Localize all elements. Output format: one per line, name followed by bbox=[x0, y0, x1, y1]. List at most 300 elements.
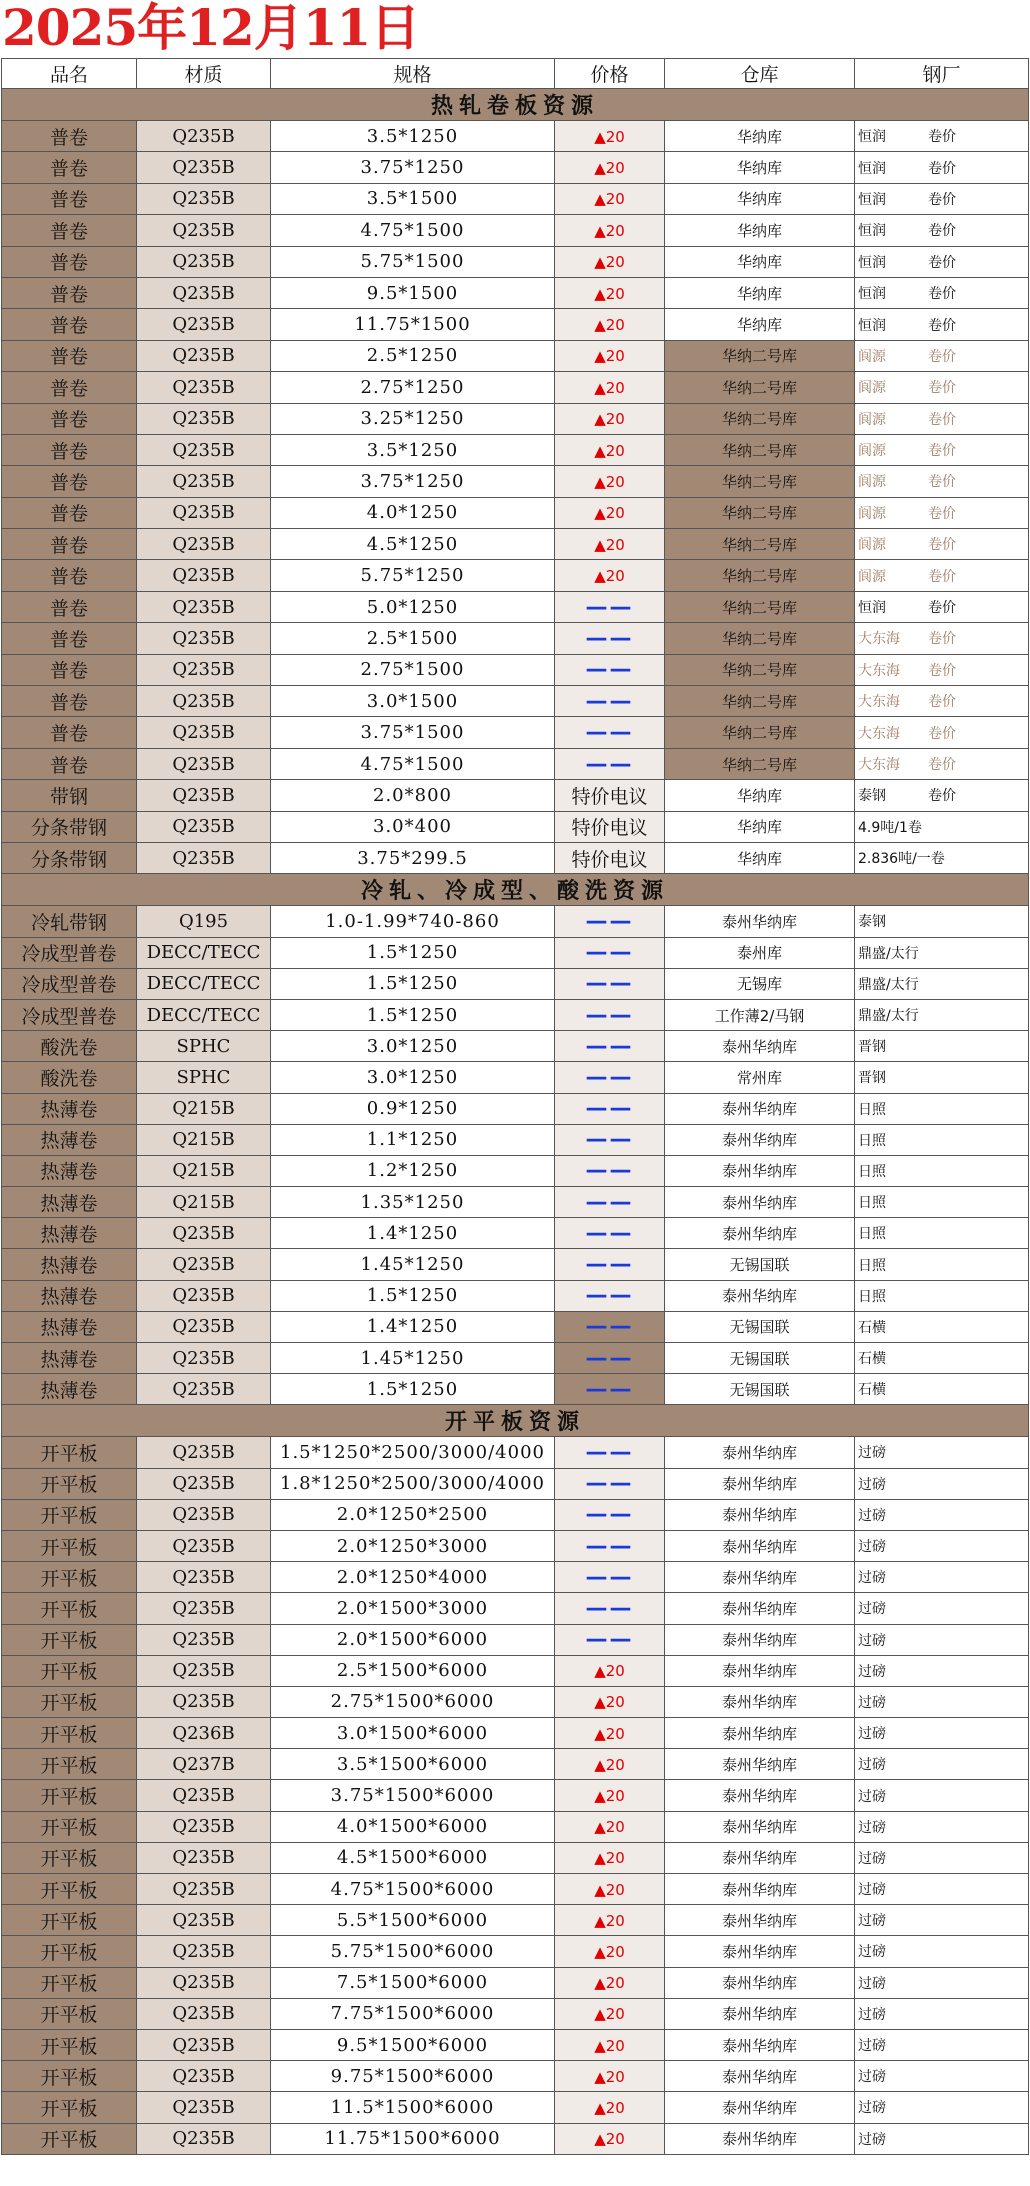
cell-material: Q235B bbox=[137, 309, 271, 340]
cell-spec: 4.0*1500*6000 bbox=[271, 1811, 555, 1842]
cell-mill bbox=[855, 1249, 1029, 1280]
table-row bbox=[2, 1842, 1029, 1873]
mill-name: 过磅 bbox=[858, 1694, 886, 1711]
cell-material: Q235B bbox=[137, 1343, 271, 1374]
cell-warehouse: 泰州华纳库 bbox=[665, 1718, 855, 1749]
cell-warehouse: 华纳二号库 bbox=[665, 497, 855, 528]
cell-mill bbox=[855, 748, 1029, 779]
cell-mill bbox=[855, 1593, 1029, 1624]
mill-note: 卷价 bbox=[928, 694, 956, 711]
table-row bbox=[2, 1218, 1029, 1249]
cell-mill bbox=[855, 1718, 1029, 1749]
mill-name: 过磅 bbox=[858, 1663, 886, 1680]
cell-mill bbox=[855, 1093, 1029, 1124]
cell-warehouse: 华纳二号库 bbox=[665, 686, 855, 717]
price-up: ▲20 bbox=[594, 159, 625, 178]
cell-warehouse: 泰州华纳库 bbox=[665, 2092, 855, 2123]
cell-spec: 1.45*1250 bbox=[271, 1249, 555, 1280]
cell-material: Q235B bbox=[137, 780, 271, 811]
cell-name: 酸洗卷 bbox=[2, 1062, 137, 1093]
table-row bbox=[2, 1998, 1029, 2029]
cell-mill bbox=[855, 2123, 1029, 2154]
cell-material: Q235B bbox=[137, 1249, 271, 1280]
cell-material: Q235B bbox=[137, 748, 271, 779]
cell-price bbox=[555, 748, 665, 779]
cell-price bbox=[555, 1311, 665, 1342]
cell-price bbox=[555, 1562, 665, 1593]
section-header bbox=[2, 89, 1029, 121]
cell-name: 热薄卷 bbox=[2, 1187, 137, 1218]
cell-warehouse: 泰州华纳库 bbox=[665, 1593, 855, 1624]
cell-price bbox=[555, 2061, 665, 2092]
cell-material: DECC/TECC bbox=[137, 937, 271, 968]
mill-name: 鼎盛/太行 bbox=[858, 1008, 919, 1025]
mill-name: 阆源 bbox=[858, 411, 886, 428]
cell-material: Q235B bbox=[137, 1998, 271, 2029]
cell-name: 普卷 bbox=[2, 309, 137, 340]
cell-material: SPHC bbox=[137, 1062, 271, 1093]
table-row bbox=[2, 1311, 1029, 1342]
price-up: ▲20 bbox=[594, 253, 625, 272]
cell-spec: 3.75*299.5 bbox=[271, 842, 555, 873]
table-row bbox=[2, 1437, 1029, 1468]
cell-warehouse: 无锡国联 bbox=[665, 1374, 855, 1405]
cell-material: Q235B bbox=[137, 2061, 271, 2092]
cell-material: Q235B bbox=[137, 1686, 271, 1717]
price-up: ▲20 bbox=[594, 1818, 625, 1837]
mill-note: 卷价 bbox=[928, 631, 956, 648]
cell-price bbox=[555, 1155, 665, 1186]
cell-material: Q235B bbox=[137, 121, 271, 152]
cell-spec: 2.0*1250*2500 bbox=[271, 1499, 555, 1530]
price-dash: —— bbox=[585, 1158, 634, 1184]
cell-warehouse: 华纳库 bbox=[665, 215, 855, 246]
cell-material: Q235B bbox=[137, 340, 271, 371]
cell-price bbox=[555, 1874, 665, 1905]
cell-spec: 5.75*1500*6000 bbox=[271, 1936, 555, 1967]
cell-mill bbox=[855, 1998, 1029, 2029]
cell-price bbox=[555, 529, 665, 560]
mill-name: 过磅 bbox=[858, 1507, 886, 1524]
cell-mill bbox=[855, 1311, 1029, 1342]
cell-spec: 1.2*1250 bbox=[271, 1155, 555, 1186]
cell-spec: 4.75*1500*6000 bbox=[271, 1874, 555, 1905]
cell-spec: 1.4*1250 bbox=[271, 1311, 555, 1342]
cell-name: 普卷 bbox=[2, 277, 137, 308]
cell-price bbox=[555, 121, 665, 152]
cell-spec: 2.0*800 bbox=[271, 780, 555, 811]
cell-warehouse: 华纳二号库 bbox=[665, 340, 855, 371]
cell-warehouse: 华纳二号库 bbox=[665, 654, 855, 685]
cell-price bbox=[555, 1624, 665, 1655]
table-row bbox=[2, 434, 1029, 465]
mill-name: 过磅 bbox=[858, 2038, 886, 2055]
cell-material: Q235B bbox=[137, 591, 271, 622]
cell-spec: 3.0*1250 bbox=[271, 1062, 555, 1093]
cell-name: 普卷 bbox=[2, 497, 137, 528]
mill-name: 恒润 bbox=[858, 317, 886, 334]
cell-name: 热薄卷 bbox=[2, 1249, 137, 1280]
header-price: 价格 bbox=[555, 59, 665, 89]
cell-material: Q235B bbox=[137, 1593, 271, 1624]
price-dash: —— bbox=[585, 1376, 634, 1402]
mill-name: 日照 bbox=[858, 1132, 886, 1149]
cell-price bbox=[555, 152, 665, 183]
cell-price bbox=[555, 1905, 665, 1936]
cell-price bbox=[555, 1031, 665, 1062]
cell-warehouse: 华纳库 bbox=[665, 277, 855, 308]
mill-name: 日照 bbox=[858, 1195, 886, 1212]
cell-material: Q235B bbox=[137, 1468, 271, 1499]
cell-name: 热薄卷 bbox=[2, 1374, 137, 1405]
cell-mill bbox=[855, 2092, 1029, 2123]
price-dash: —— bbox=[585, 594, 634, 620]
cell-mill bbox=[855, 1905, 1029, 1936]
mill-note: 卷价 bbox=[928, 129, 956, 146]
header-warehouse: 仓库 bbox=[665, 59, 855, 89]
cell-name: 普卷 bbox=[2, 560, 137, 591]
price-up: ▲20 bbox=[594, 472, 625, 491]
cell-price bbox=[555, 1280, 665, 1311]
cell-mill bbox=[855, 434, 1029, 465]
price-up: ▲20 bbox=[594, 1693, 625, 1712]
mill-name: 恒润 bbox=[858, 286, 886, 303]
cell-spec: 2.0*1500*6000 bbox=[271, 1624, 555, 1655]
mill-note: 卷价 bbox=[928, 505, 956, 522]
cell-material: Q235B bbox=[137, 560, 271, 591]
cell-spec: 5.75*1500 bbox=[271, 246, 555, 277]
price-up: ▲20 bbox=[594, 378, 625, 397]
table-row bbox=[2, 968, 1029, 999]
cell-spec: 1.5*1250 bbox=[271, 968, 555, 999]
cell-material: Q235B bbox=[137, 1967, 271, 1998]
price-dash: —— bbox=[585, 751, 634, 777]
cell-warehouse: 泰州华纳库 bbox=[665, 1624, 855, 1655]
cell-material: Q195 bbox=[137, 906, 271, 937]
cell-warehouse: 泰州华纳库 bbox=[665, 1031, 855, 1062]
cell-mill bbox=[855, 1343, 1029, 1374]
cell-warehouse: 泰州华纳库 bbox=[665, 1437, 855, 1468]
cell-name: 热薄卷 bbox=[2, 1093, 137, 1124]
mill-name: 恒润 bbox=[858, 223, 886, 240]
cell-spec: 9.5*1500 bbox=[271, 277, 555, 308]
mill-note: 卷价 bbox=[928, 537, 956, 554]
price-up: ▲20 bbox=[594, 1755, 625, 1774]
table-row bbox=[2, 152, 1029, 183]
price-up: ▲20 bbox=[594, 2005, 625, 2024]
cell-warehouse: 泰州华纳库 bbox=[665, 1936, 855, 1967]
cell-warehouse: 泰州华纳库 bbox=[665, 1874, 855, 1905]
mill-note: 卷价 bbox=[928, 317, 956, 334]
cell-material: Q235B bbox=[137, 403, 271, 434]
cell-price bbox=[555, 277, 665, 308]
cell-warehouse: 泰州华纳库 bbox=[665, 1998, 855, 2029]
cell-price bbox=[555, 183, 665, 214]
mill-name: 阆源 bbox=[858, 537, 886, 554]
header-mill: 钢厂 bbox=[855, 59, 1029, 89]
table-row bbox=[2, 1499, 1029, 1530]
cell-spec: 1.8*1250*2500/3000/4000 bbox=[271, 1468, 555, 1499]
mill-name: 过磅 bbox=[858, 1819, 886, 1836]
cell-warehouse: 泰州库 bbox=[665, 937, 855, 968]
cell-name: 普卷 bbox=[2, 654, 137, 685]
mill-note: 卷价 bbox=[928, 191, 956, 208]
cell-mill bbox=[855, 466, 1029, 497]
cell-spec: 2.5*1500 bbox=[271, 623, 555, 654]
mill-name: 过磅 bbox=[858, 1757, 886, 1774]
cell-warehouse: 泰州华纳库 bbox=[665, 1093, 855, 1124]
cell-material: Q235B bbox=[137, 183, 271, 214]
table-row bbox=[2, 1624, 1029, 1655]
cell-mill bbox=[855, 1062, 1029, 1093]
cell-price bbox=[555, 906, 665, 937]
mill-name: 过磅 bbox=[858, 1476, 886, 1493]
cell-mill bbox=[855, 1499, 1029, 1530]
cell-warehouse: 华纳二号库 bbox=[665, 466, 855, 497]
header-spec: 规格 bbox=[271, 59, 555, 89]
cell-material: Q235B bbox=[137, 717, 271, 748]
cell-mill bbox=[855, 906, 1029, 937]
cell-material: Q235B bbox=[137, 654, 271, 685]
cell-name: 开平板 bbox=[2, 2061, 137, 2092]
cell-warehouse: 华纳库 bbox=[665, 811, 855, 842]
cell-mill bbox=[855, 623, 1029, 654]
cell-price bbox=[555, 1967, 665, 1998]
mill-name: 过磅 bbox=[858, 1944, 886, 1961]
cell-price bbox=[555, 1249, 665, 1280]
table-row bbox=[2, 2029, 1029, 2060]
price-dash: —— bbox=[585, 1471, 634, 1497]
cell-name: 分条带钢 bbox=[2, 811, 137, 842]
cell-spec: 3.0*400 bbox=[271, 811, 555, 842]
cell-name: 冷成型普卷 bbox=[2, 968, 137, 999]
cell-mill bbox=[855, 1811, 1029, 1842]
mill-name: 鼎盛/太行 bbox=[858, 945, 919, 962]
cell-name: 开平板 bbox=[2, 1593, 137, 1624]
section-header bbox=[2, 874, 1029, 906]
price-dash: —— bbox=[585, 688, 634, 714]
cell-warehouse: 华纳库 bbox=[665, 842, 855, 873]
table-row bbox=[2, 1686, 1029, 1717]
mill-name: 过磅 bbox=[858, 1850, 886, 1867]
cell-name: 普卷 bbox=[2, 403, 137, 434]
price-up: ▲20 bbox=[594, 441, 625, 460]
cell-price bbox=[555, 1062, 665, 1093]
cell-warehouse: 华纳二号库 bbox=[665, 372, 855, 403]
price-up: ▲20 bbox=[594, 1849, 625, 1868]
table-row bbox=[2, 1155, 1029, 1186]
cell-spec: 3.75*1250 bbox=[271, 152, 555, 183]
table-row bbox=[2, 1530, 1029, 1561]
cell-name: 开平板 bbox=[2, 1998, 137, 2029]
mill-note: 卷价 bbox=[928, 160, 956, 177]
cell-spec: 3.0*1250 bbox=[271, 1031, 555, 1062]
table-row bbox=[2, 529, 1029, 560]
cell-price bbox=[555, 1468, 665, 1499]
cell-price bbox=[555, 2092, 665, 2123]
mill-name: 泰钢 bbox=[858, 788, 886, 805]
cell-name: 分条带钢 bbox=[2, 842, 137, 873]
mill-note: 卷价 bbox=[928, 568, 956, 585]
price-dash: —— bbox=[585, 1127, 634, 1153]
section-title: 冷轧、冷成型、酸洗资源 bbox=[2, 874, 1029, 906]
cell-spec: 1.5*1250 bbox=[271, 1374, 555, 1405]
cell-price bbox=[555, 497, 665, 528]
cell-spec: 0.9*1250 bbox=[271, 1093, 555, 1124]
cell-material: Q235B bbox=[137, 1311, 271, 1342]
table-row bbox=[2, 1124, 1029, 1155]
cell-name: 普卷 bbox=[2, 466, 137, 497]
price-dash: —— bbox=[585, 1220, 634, 1246]
mill-name: 日照 bbox=[858, 1226, 886, 1243]
cell-spec: 2.0*1500*3000 bbox=[271, 1593, 555, 1624]
price-dash: —— bbox=[585, 1189, 634, 1215]
cell-mill bbox=[855, 277, 1029, 308]
cell-warehouse: 无锡国联 bbox=[665, 1311, 855, 1342]
cell-material: Q235B bbox=[137, 1530, 271, 1561]
cell-spec: 3.0*1500*6000 bbox=[271, 1718, 555, 1749]
mill-name: 过磅 bbox=[858, 1539, 886, 1556]
cell-price bbox=[555, 466, 665, 497]
cell-mill bbox=[855, 560, 1029, 591]
cell-price bbox=[555, 1187, 665, 1218]
table-row bbox=[2, 842, 1029, 873]
price-dash: —— bbox=[585, 1627, 634, 1653]
cell-name: 开平板 bbox=[2, 1967, 137, 1998]
mill-note: 卷价 bbox=[928, 286, 956, 303]
mill-name: 过磅 bbox=[858, 1882, 886, 1899]
cell-warehouse: 无锡库 bbox=[665, 968, 855, 999]
mill-name: 过磅 bbox=[858, 2100, 886, 2117]
cell-spec: 2.75*1250 bbox=[271, 372, 555, 403]
cell-name: 冷轧带钢 bbox=[2, 906, 137, 937]
cell-spec: 5.5*1500*6000 bbox=[271, 1905, 555, 1936]
cell-mill bbox=[855, 591, 1029, 622]
cell-spec: 1.5*1250 bbox=[271, 1280, 555, 1311]
mill-note: 卷价 bbox=[928, 380, 956, 397]
cell-mill bbox=[855, 1624, 1029, 1655]
price-up: ▲20 bbox=[594, 1880, 625, 1899]
cell-spec: 2.0*1250*3000 bbox=[271, 1530, 555, 1561]
mill-note: 卷价 bbox=[928, 788, 956, 805]
cell-spec: 2.0*1250*4000 bbox=[271, 1562, 555, 1593]
cell-price bbox=[555, 1499, 665, 1530]
price-dash: —— bbox=[585, 1064, 634, 1090]
price-up: ▲20 bbox=[594, 284, 625, 303]
cell-warehouse: 泰州华纳库 bbox=[665, 1780, 855, 1811]
cell-price bbox=[555, 309, 665, 340]
table-row bbox=[2, 1187, 1029, 1218]
mill-name: 阆源 bbox=[858, 505, 886, 522]
cell-name: 开平板 bbox=[2, 1624, 137, 1655]
cell-mill bbox=[855, 1187, 1029, 1218]
mill-name: 恒润 bbox=[858, 600, 886, 617]
table-row bbox=[2, 560, 1029, 591]
table-row bbox=[2, 497, 1029, 528]
price-up: ▲20 bbox=[594, 221, 625, 240]
mill-name: 阆源 bbox=[858, 443, 886, 460]
mill-note: 卷价 bbox=[928, 348, 956, 365]
cell-material: Q215B bbox=[137, 1187, 271, 1218]
cell-warehouse: 泰州华纳库 bbox=[665, 1155, 855, 1186]
cell-price bbox=[555, 403, 665, 434]
price-dash: —— bbox=[585, 1595, 634, 1621]
cell-mill bbox=[855, 1468, 1029, 1499]
cell-warehouse: 泰州华纳库 bbox=[665, 1530, 855, 1561]
cell-mill bbox=[855, 246, 1029, 277]
cell-price bbox=[555, 1749, 665, 1780]
cell-material: Q235B bbox=[137, 686, 271, 717]
cell-price bbox=[555, 1842, 665, 1873]
cell-material: Q235B bbox=[137, 277, 271, 308]
mill-name: 日照 bbox=[858, 1101, 886, 1118]
cell-spec: 4.75*1500 bbox=[271, 215, 555, 246]
cell-spec: 9.5*1500*6000 bbox=[271, 2029, 555, 2060]
table-row bbox=[2, 215, 1029, 246]
table-row bbox=[2, 1905, 1029, 1936]
cell-name: 冷成型普卷 bbox=[2, 999, 137, 1030]
cell-name: 热薄卷 bbox=[2, 1218, 137, 1249]
price-up: ▲20 bbox=[594, 504, 625, 523]
table-row bbox=[2, 1718, 1029, 1749]
cell-warehouse: 华纳库 bbox=[665, 246, 855, 277]
cell-name: 开平板 bbox=[2, 2123, 137, 2154]
cell-material: Q215B bbox=[137, 1093, 271, 1124]
mill-name: 石横 bbox=[858, 1382, 886, 1399]
cell-warehouse: 泰州华纳库 bbox=[665, 1811, 855, 1842]
mill-name: 恒润 bbox=[858, 160, 886, 177]
section-header bbox=[2, 1405, 1029, 1437]
cell-mill bbox=[855, 1780, 1029, 1811]
cell-mill bbox=[855, 999, 1029, 1030]
table-row bbox=[2, 1031, 1029, 1062]
mill-note: 卷价 bbox=[928, 474, 956, 491]
cell-name: 普卷 bbox=[2, 340, 137, 371]
cell-warehouse: 泰州华纳库 bbox=[665, 1499, 855, 1530]
cell-name: 热薄卷 bbox=[2, 1311, 137, 1342]
mill-name: 日照 bbox=[858, 1257, 886, 1274]
price-table bbox=[1, 58, 1029, 2155]
price-dash: —— bbox=[585, 720, 634, 746]
mill-name: 过磅 bbox=[858, 1632, 886, 1649]
cell-mill bbox=[855, 372, 1029, 403]
cell-name: 开平板 bbox=[2, 1811, 137, 1842]
cell-mill bbox=[855, 842, 1029, 873]
mill-name: 过磅 bbox=[858, 1913, 886, 1930]
cell-mill bbox=[855, 780, 1029, 811]
cell-price bbox=[555, 1718, 665, 1749]
cell-material: Q235B bbox=[137, 1874, 271, 1905]
cell-warehouse: 华纳二号库 bbox=[665, 717, 855, 748]
cell-spec: 3.75*1500 bbox=[271, 717, 555, 748]
price-dash: —— bbox=[585, 1252, 634, 1278]
cell-mill bbox=[855, 121, 1029, 152]
price-text: 特价电议 bbox=[571, 785, 648, 808]
mill-name: 过磅 bbox=[858, 1570, 886, 1587]
table-row bbox=[2, 2092, 1029, 2123]
cell-warehouse: 华纳二号库 bbox=[665, 403, 855, 434]
table-row bbox=[2, 1062, 1029, 1093]
cell-name: 开平板 bbox=[2, 1874, 137, 1905]
cell-spec: 1.4*1250 bbox=[271, 1218, 555, 1249]
price-dash: —— bbox=[585, 1033, 634, 1059]
cell-warehouse: 泰州华纳库 bbox=[665, 1967, 855, 1998]
cell-name: 冷成型普卷 bbox=[2, 937, 137, 968]
cell-price bbox=[555, 215, 665, 246]
cell-warehouse: 华纳二号库 bbox=[665, 748, 855, 779]
table-row bbox=[2, 183, 1029, 214]
cell-name: 开平板 bbox=[2, 1655, 137, 1686]
